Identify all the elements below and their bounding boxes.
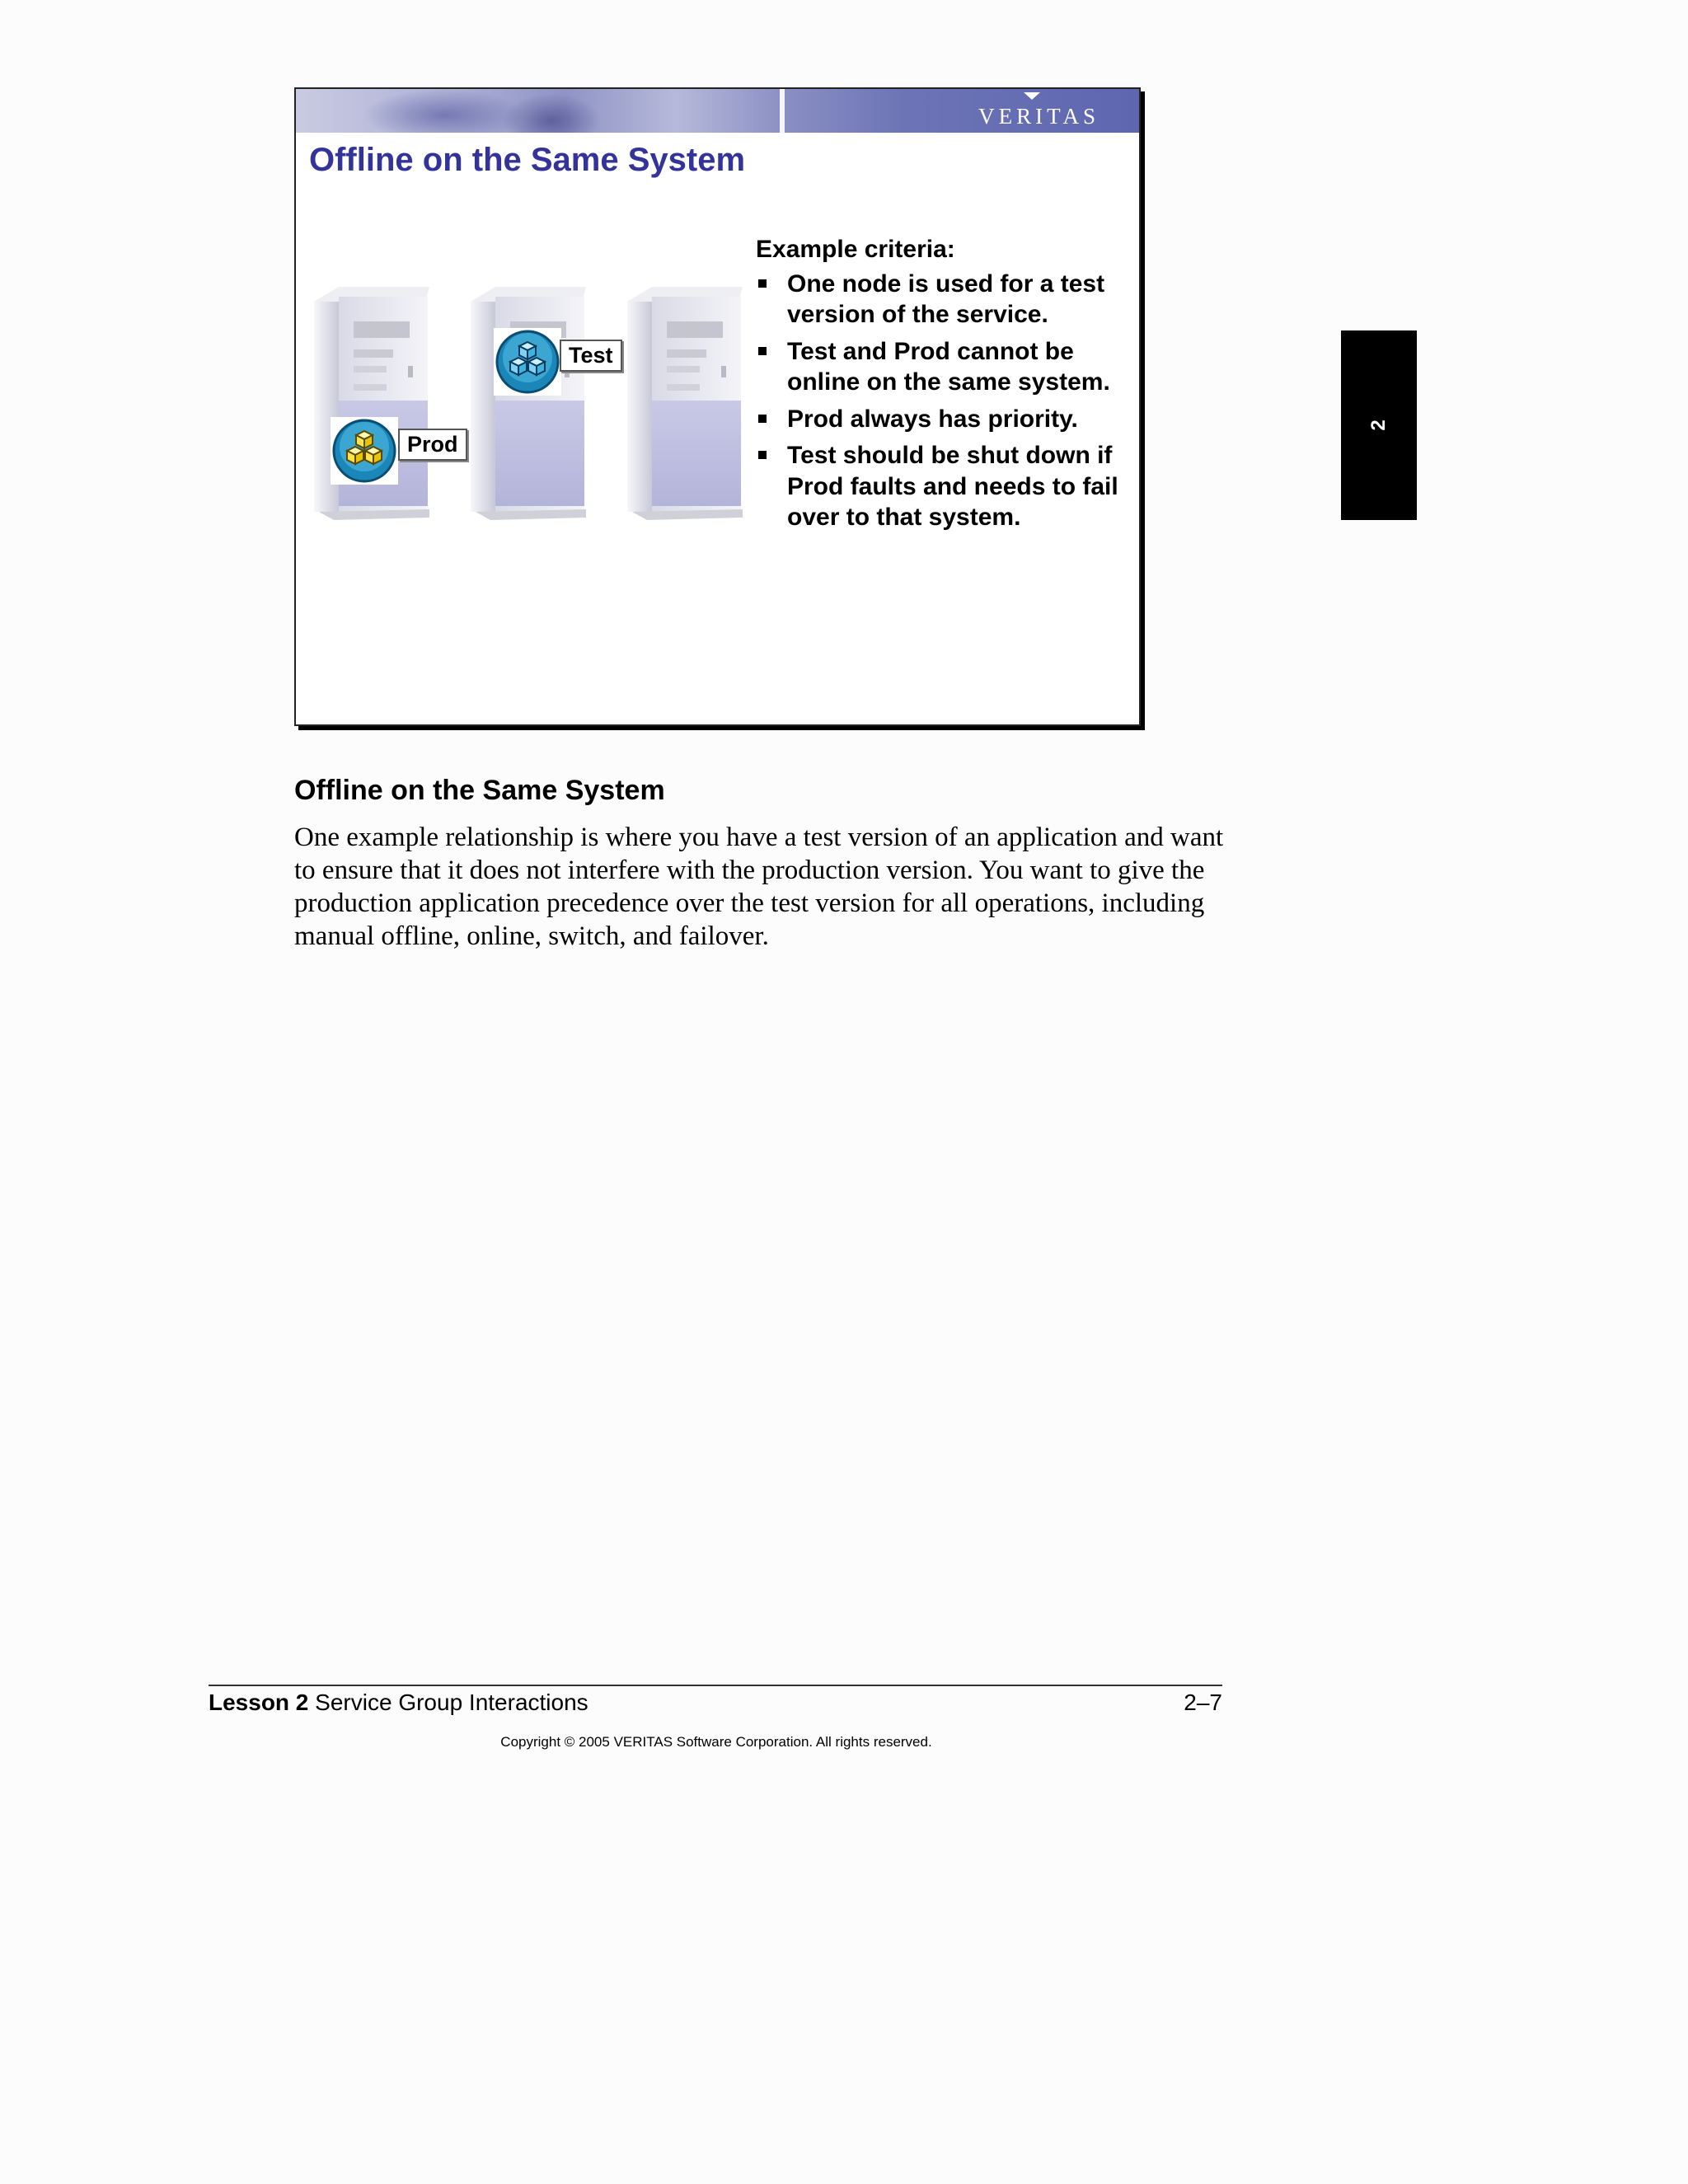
banner-graphic-2 (502, 93, 601, 133)
body-paragraph: One example relationship is where you have a test version of an application and want to ensure that it does not interfere with the production version. You want to give the production application precedence over the test version for all operations, including manual offline, online, switch, and failover. (294, 823, 1224, 951)
chapter-tab-number: 2 (1367, 419, 1390, 431)
square-bullet-icon (758, 347, 767, 355)
square-bullet-icon (758, 451, 767, 459)
slide-frame (294, 87, 1141, 726)
square-bullet-icon (758, 279, 767, 288)
criteria-item (756, 404, 1127, 435)
slide-title: Offline on the Same System (309, 142, 746, 178)
page-number: 2–7 (1184, 1690, 1222, 1715)
chapter-tab (1341, 330, 1417, 520)
slide-banner (296, 89, 1139, 133)
footer-lesson-label: Lesson 2 (209, 1690, 309, 1715)
criteria-item-text: One node is used for a test version of the service. (787, 269, 1105, 328)
criteria-item-text: Test and Prod cannot be online on the same system. (787, 337, 1110, 396)
prod-service-group-icon (331, 417, 398, 485)
banner-divider (780, 89, 785, 133)
criteria-heading: Example criteria: (756, 236, 955, 263)
footer-divider (209, 1685, 1222, 1686)
veritas-logo: VERITAS (978, 104, 1100, 129)
square-bullet-icon (758, 415, 767, 423)
footer-lesson-title: Service Group Interactions (308, 1690, 588, 1715)
criteria-list (756, 234, 1127, 539)
servers-illustration (306, 277, 751, 528)
criteria-item (756, 440, 1127, 533)
test-label: Test (560, 340, 622, 372)
criteria-item-text: Prod always has priority. (787, 405, 1078, 433)
copyright-notice: Copyright © 2005 VERITAS Software Corporation. All rights reserved. (500, 1734, 932, 1750)
veritas-logo-mark-icon (1024, 92, 1040, 100)
server-icon (306, 277, 751, 524)
criteria-item (756, 269, 1127, 330)
section-heading: Offline on the Same System (294, 775, 665, 806)
prod-label: Prod (398, 429, 467, 461)
criteria-item (756, 336, 1127, 398)
test-service-group-icon (494, 328, 561, 396)
criteria-item-text: Test should be shut down if Prod faults and needs to fail over to that system. (787, 442, 1118, 531)
footer-lesson (209, 1690, 588, 1716)
